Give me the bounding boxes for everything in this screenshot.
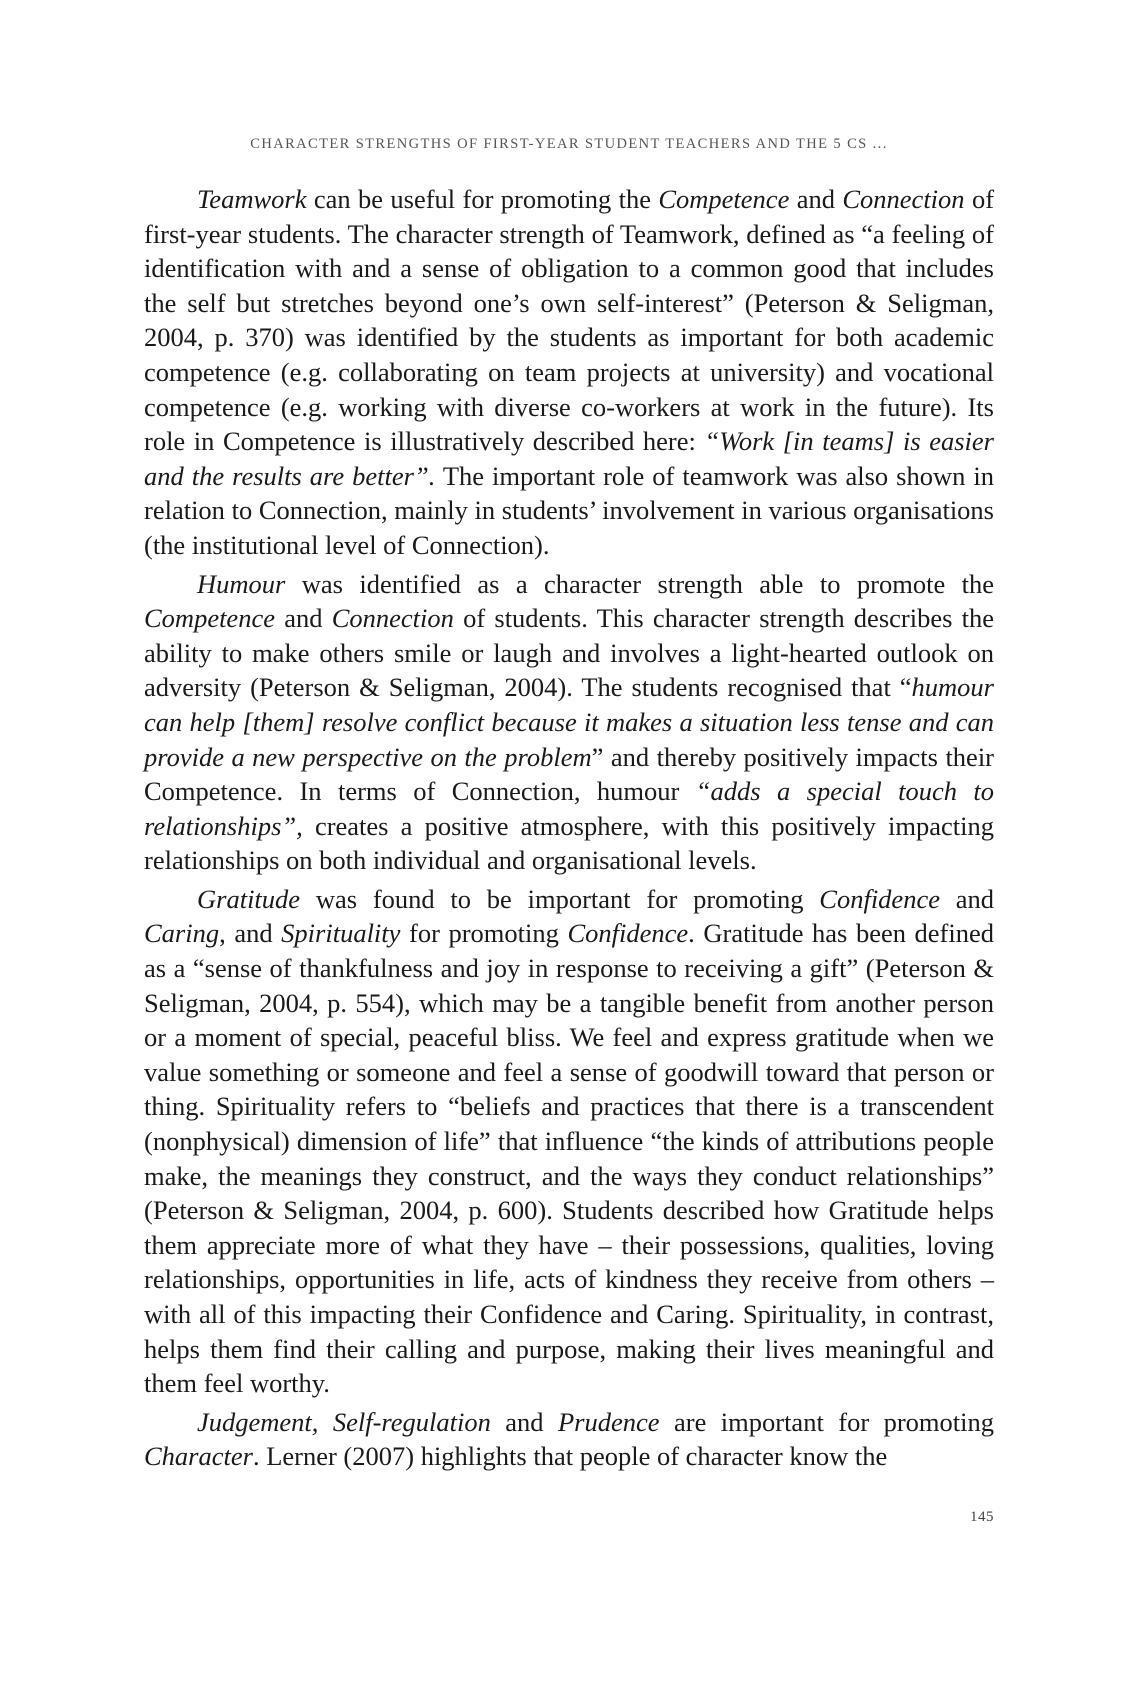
italic-run: Spirituality — [281, 918, 401, 949]
paragraph — [144, 182, 994, 563]
italic-run: Character — [144, 1441, 253, 1472]
text-run: was identified as a character strength able to promote the — [285, 568, 994, 599]
text-run: can be useful for promoting the — [306, 184, 659, 214]
text-run: . Lerner (2007) highlights that people of character know the — [252, 1441, 888, 1472]
italic-run: Competence — [144, 603, 275, 634]
italic-run: Gratitude — [197, 883, 301, 914]
text-run: , and — [219, 918, 282, 949]
text-run: ” and thereby positively impacts their Competence. In terms of Connection, humour — [144, 741, 995, 807]
italic-run: Confidence — [819, 883, 940, 914]
paragraph — [144, 567, 994, 878]
italic-run: “Work [in teams] is easier and the results are better”. — [144, 426, 994, 491]
italic-run: Connection — [331, 603, 454, 634]
body-text — [144, 182, 994, 1474]
text-run: and — [789, 184, 843, 214]
italic-run: Caring — [144, 918, 220, 949]
text-run: and — [274, 603, 332, 634]
italic-run: Teamwork — [197, 184, 307, 214]
paragraph — [144, 1405, 994, 1474]
text-run: was found to be important for promoting — [300, 883, 820, 914]
text-run: and — [490, 1406, 558, 1437]
italic-run: Competence — [658, 184, 790, 214]
text-run: and — [939, 883, 995, 914]
italic-run: Judgement, Self-regulation — [197, 1406, 491, 1437]
running-head: CHARACTER STRENGTHS OF FIRST-YEAR STUDENT TEACHERS AND THE 5 CS ... — [250, 136, 888, 152]
italic-run: humour can help [them] resolve conflict because it makes a situation less tense and can provide a new perspective on the problem — [144, 672, 994, 772]
italic-run: Prudence — [558, 1406, 660, 1437]
paragraph — [144, 882, 994, 1401]
text-run: for promoting — [400, 918, 568, 949]
text-run: The important role of teamwork was also shown in relation to Connection, mainly in students’ involvement in various organisations (the institutional level of Connection). — [144, 460, 994, 560]
italic-run: Confidence — [567, 918, 689, 949]
text-run: are important for promoting — [659, 1406, 995, 1437]
page-number: 145 — [970, 1509, 994, 1525]
italic-run: Connection — [842, 184, 965, 214]
italic-run: Humour — [197, 568, 286, 599]
text-run: . Gratitude has been defined as a “sense of thankfulness and joy in response to receiving a gift” (Peterson & Seligman, 2004, p. 554), which may be a tangible benefit from another person or a moment of special, peaceful bliss. We feel and express gratitude when we value something or someone and feel a sense of goodwill toward that person or thing. Spirituality refers to “beliefs and practices that there is a transcendent (nonphysical) dimension of life” that influence “the kinds of attributions people make, the meanings they construct, and the ways they conduct relationships” (Peterson & Seligman, 2004, p. 600). Students described how Gratitude helps them appreciate more of what they have – their possessions, qualities, loving relationships, opportunities in life, acts of kindness they receive from others – with all of this impacting their Confidence and Caring. Spirituality, in contrast, helps them find their calling and purpose, making their lives meaningful and them feel worthy. — [144, 918, 995, 1399]
text-run: of first-year students. The character strength of Teamwork, defined as “a feeling of identification with and a sense of obligation to a common good that includes the self but stretches beyond one’s own self-interest” (Peterson & Seligman, 2004, p. 370) was identified by the students as important for both academic competence (e.g. collaborating on team projects at university) and vocational competence (e.g. working with diverse co-workers at work in the future). Its role in Competence is illustratively described here: — [144, 184, 995, 457]
text-run: creates a positive atmosphere, with this positively impacting relationships on both individual and organisational levels. — [144, 810, 994, 876]
text-run: of students. This character strength describes the ability to make others smile or laugh and involves a light-hearted outlook on adversity (Peterson & Seligman, 2004). The students recognised that “ — [144, 603, 994, 703]
italic-run: “adds a special touch to relationships”, — [144, 776, 994, 841]
